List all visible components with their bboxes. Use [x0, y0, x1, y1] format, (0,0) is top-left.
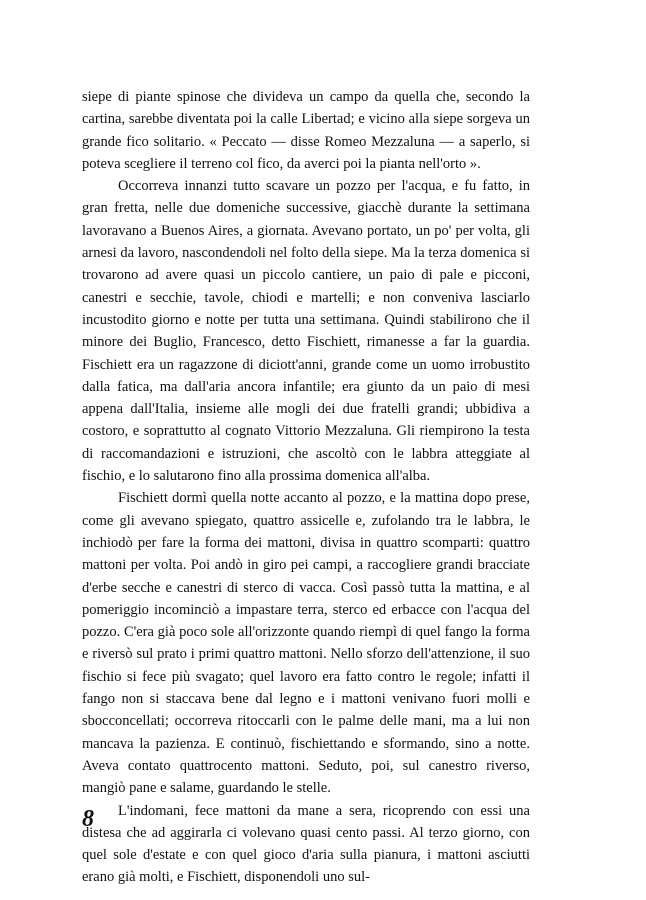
- paragraph-4: L'indomani, fece mattoni da mane a sera, ricoprendo con essi una distesa che ad aggirarla ci volevano quasi cento passi. Al terzo giorno, con quel sole d'estate e con quel gioco d'aria sulla pianura, i mattoni asciutti erano già molti, e Fischiett, disponendoli uno sul-: [82, 802, 530, 886]
- paragraph-1: siepe di piante spinose che divideva un campo da quella che, secondo la cartina, sarebbe diventata poi la calle Libertad; e vicino alla siepe sorgeva un grande fico solitario. « Peccato — disse Romeo Mezzaluna — a saperlo, si poteva scegliere il terreno col fico, da averci poi la pianta nell'orto ».: [82, 89, 530, 172]
- paragraph-2: Occorreva innanzi tutto scavare un pozzo per l'acqua, e fu fatto, in gran fretta, nelle due domeniche successive, giacchè durante la settimana lavoravano a Buenos Aires, a giornata. Avevano portato, un po' per volta, gli arnesi da lavoro, nascondendoli nel folto della siepe. Ma la terza domenica si trovarono ad avere quasi un piccolo cantiere, un paio di pale e picconi, canestri e secchie, tavole, chiodi e martelli; e non conveniva lasciarlo incustodito giorno e notte per tutta una settimana. Quindi stabilirono che il minore dei Buglio, Francesco, detto Fischiett, rimanesse a far la guardia. Fischiett era un ragazzone di diciott'anni, grande come un uomo irrobustito dalla fatica, ma dall'aria ancora infantile; era giunto da un paio di mesi appena dall'Italia, insieme alle mogli dei due fratelli grandi; ubbidiva a costoro, e soprattutto al cognato Vittorio Mezzaluna. Gli riempirono la testa di raccomandazioni e istruzioni, che ascoltò con le labbra atteggiate al fischio, e lo salutarono fino alla prossima domenica all'alba.: [82, 178, 530, 485]
- page-number: 8: [82, 806, 94, 832]
- body-text: [82, 86, 530, 889]
- paragraph-3: Fischiett dormì quella notte accanto al pozzo, e la mattina dopo prese, come gli avevano spiegato, quattro assicelle e, zufolando tra le labbra, le inchiodò per fare la forma dei mattoni, divisa in quattro scomparti: quattro mattoni per volta. Poi andò in giro pei campi, a raccogliere grandi bracciate d'erbe secche e canestri di sterco di vacca. Così passò tutta la mattina, e al pomeriggio incominciò a impastare terra, sterco ed erbacce con l'acqua del pozzo. C'era già poco sole all'orizzonte quando riempì di quel fango la forma e riversò sul prato i primi quattro mattoni. Nello sforzo dell'attenzione, il suo fischio si fece più svagato; quel lavoro era fatto contro le regole; infatti il fango non si staccava bene dal legno e i mattoni venivano fuori molli e sbocconcellati; occorreva ritoccarli con le palme delle mani, ma a lui non mancava la pazienza. E continuò, fischiettando e sformando, sino a notte. Aveva contato quattrocento mattoni. Seduto, poi, sul canestro riverso, mangiò pane e salame, guardando le stelle.: [82, 490, 530, 797]
